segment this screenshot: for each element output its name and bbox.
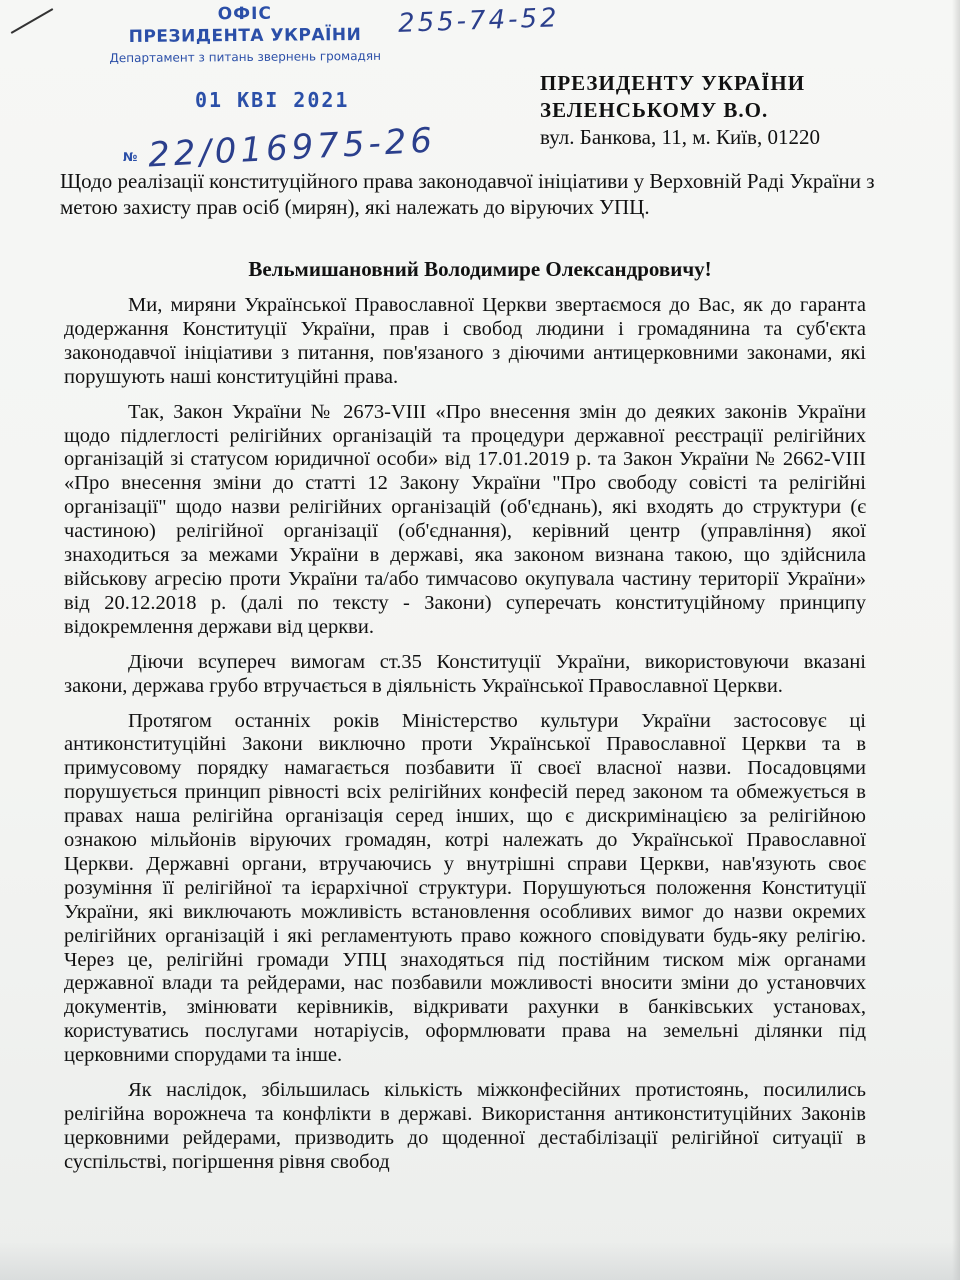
letter-body <box>64 294 866 1186</box>
paragraph: Як наслідок, збільшилась кількість міжконфесійних протистоянь, посилились релігійна ворожнеча та конфлікти в державі. Використання антиконституційних Законів церковними рейдерами, призводить до щоденної дестабілізації релігійної ситуації в суспільстві, погіршення рівня свобод <box>64 1079 866 1173</box>
paragraph: Діючи всупереч вимогам ст.35 Конституції України, використовуючи вказані закони, держава грубо втручається в діяльність Української Православної Церкви. <box>64 650 866 697</box>
stamp-line-2: ПРЕЗИДЕНТА УКРАЇНИ <box>128 24 362 48</box>
addressee-address: вул. Банкова, 11, м. Київ, 01220 <box>540 125 820 149</box>
paragraph: Так, Закон України № 2673-VIII «Про внесення змін до деяких законів України щодо підлеглості релігійних організацій та процедури державної реєстрації релігійних організацій зі статусом юридичної особи» від 17.01.2019 р. та Закон України № 2662-VIII «Про внесення зміни до статті 12 Закону України "Про свободу совісті та релігійні організації" щодо назви релігійних організацій (об'єднань), які входять до структури (є частиною) релігійної організації (об'єднання), керівний центр (управління) якої знаходиться за межами України в державі, яка законом визнана такою, що здійснила військову агресію проти України та/або тимчасово окупувала частину території України» від 20.12.2018 р. (далі по тексту - Закони) суперечать конституційному принципу відокремлення держави від церкви. <box>64 400 866 638</box>
office-stamp <box>95 3 396 66</box>
stamp-line-3: Департамент з питань звернень громадян <box>109 48 381 66</box>
addressee-title: ПРЕЗИДЕНТУ УКРАЇНИ <box>540 71 806 95</box>
addressee-block <box>540 70 820 151</box>
handwritten-phone: 255-74-52 <box>397 3 561 39</box>
paragraph: Ми, миряни Української Православної Церкви звертаємося до Вас, як до гаранта додержання Конституції України, прав і свобод людини і громадянина та суб'єкта законодавчої ініціативи з питання, пов'язаного з діючими антицерковними законами, які порушують наші конституційні права. <box>64 294 866 388</box>
stamp-number-label: № <box>123 150 138 164</box>
paragraph: Протягом останніх років Міністерство культури України застосовує ці антиконституційні Закони виключно проти Української Православної Церкви та в примусовому порядку намагається позбавити її своєї власної назви. Посадовцями порушується принцип рівності всіх релігійних конфесій перед законом та обмежується в правах наша релігійна організація серед інших, що є дискримінацією за релігійною ознакою мільйонів віруючих громадян, котрі належать до Української Православної Церкви. Державні органи, втручаючись у внутрішні справи Церкви, нав'язують своє розуміння її релігійної та ієрархічної структури. Порушуються положення Конституції України, які виключають можливість встановлення особливих вимог до назви окремих релігійних організацій і які регламентують право кожного сповідувати будь-яку релігію. Через це, релігійні громади УПЦ знаходяться під постійним тиском між органами державної влади та рейдерами, нас позбавили можливості вносити зміни до установчих документів, змінювати керівників, відкривати рахунки в банківських установах, користуватись послугами нотаріусів, оформлювати права на земельні ділянки під церковними спорудами та інше. <box>64 709 866 1067</box>
page-bottom-fade <box>0 1240 960 1280</box>
registration-number: 22/016975-26 <box>147 120 437 176</box>
addressee-name: ЗЕЛЕНСЬКОМУ В.О. <box>540 98 769 122</box>
stamp-date: 01 КВІ 2021 <box>195 88 350 112</box>
letter-subject: Щодо реалізації конституційного права законодавчої ініціативи у Верховній Раді України з метою захисту прав осіб (мирян), які належать до віруючих УПЦ. <box>60 169 875 219</box>
stamp-line-1: ОФІС <box>217 3 272 25</box>
pen-mark <box>11 8 54 34</box>
letter-greeting: Вельмишановний Володимире Олександровичу! <box>248 257 712 281</box>
page-edge-shadow <box>952 0 960 1280</box>
